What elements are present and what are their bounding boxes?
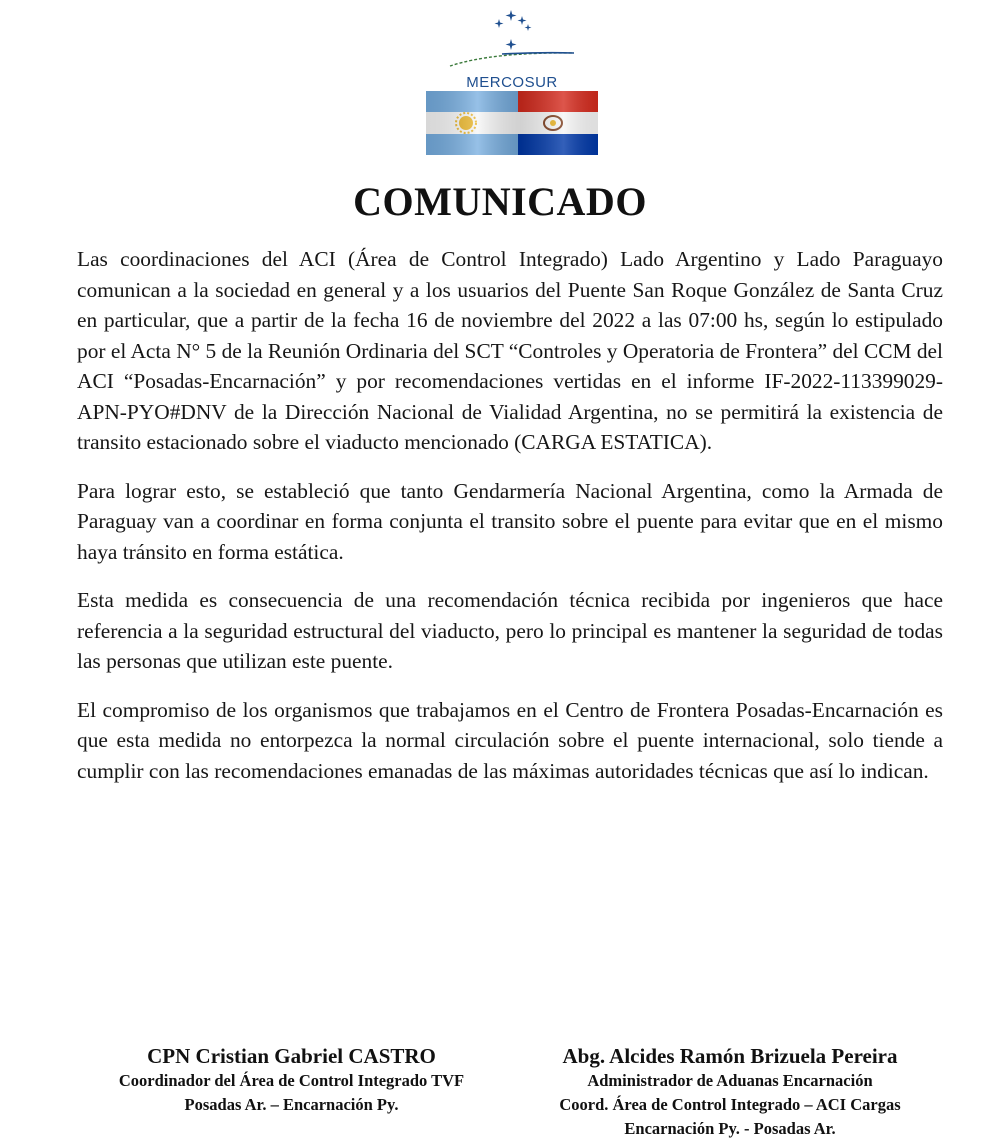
paragraph-4: El compromiso de los organismos que trabajamos en el Centro de Frontera Posadas-Encarnación es que esta medida no entorpezca la normal circulación sobre el puente internacional, solo tiende a cumplir con las recomendaciones emanadas de las máximas autoridades técnicas que así lo indican. [77,697,943,783]
header-logos [426,8,598,158]
mercosur-logo-text: MERCOSUR [466,74,558,91]
signer-role: Coord. Área de Control Integrado – ACI Cargas [559,1095,901,1114]
paragraph-2: Para lograr esto, se estableció que tanto Gendarmería Nacional Argentina, como la Armada de Paraguay van a coordinar en forma conjunta el transito sobre el puente para evitar que en el mismo haya tránsito en forma estática. [77,478,943,564]
signature-left [74,1043,509,1117]
signer-title: Administrador de Aduanas Encarnación [587,1071,873,1090]
signer-title: Coordinador del Área de Control Integrado TVF [118,1071,465,1090]
page-title: COMUNICADO [353,179,647,224]
signer-name: CPN Cristian Gabriel CASTRO [147,1044,436,1068]
paragraph-3: Esta medida es consecuencia de una recomendación técnica recibida por ingenieros que hace referencia a la seguridad estructural del viaducto, pero lo principal es mantener la seguridad de todas las personas que utilizan este puente. [77,588,943,673]
flags-image [426,91,598,155]
mercosur-stars-icon [442,8,582,78]
document-body [77,244,943,804]
signer-location: Encarnación Py. - Posadas Ar. [624,1119,836,1138]
signer-location: Posadas Ar. – Encarnación Py. [184,1095,399,1114]
paragraph-1: Las coordinaciones del ACI (Área de Control Integrado) Lado Argentino y Lado Paraguayo comunican a la sociedad en general y a los usuarios del Puente San Roque González de Santa Cruz en particular, que a partir de la fecha 16 de noviembre del 2022 a las 07:00 hs, según lo estipulado por el Acta N° 5 de la Reunión Ordinaria del SCT “Controles y Operatoria de Frontera” del CCM del ACI “Posadas-Encarnación” y por recomendaciones vertidas en el informe IF-2022-113399029-APN-PYO#DNV de la Dirección Nacional de Vialidad Argentina, no se permitirá la existencia de transito estacionado sobre el viaducto mencionado (CARGA ESTATICA). [77,247,943,454]
signature-right [512,1043,948,1141]
signer-name: Abg. Alcides Ramón Brizuela Pereira [562,1044,898,1068]
